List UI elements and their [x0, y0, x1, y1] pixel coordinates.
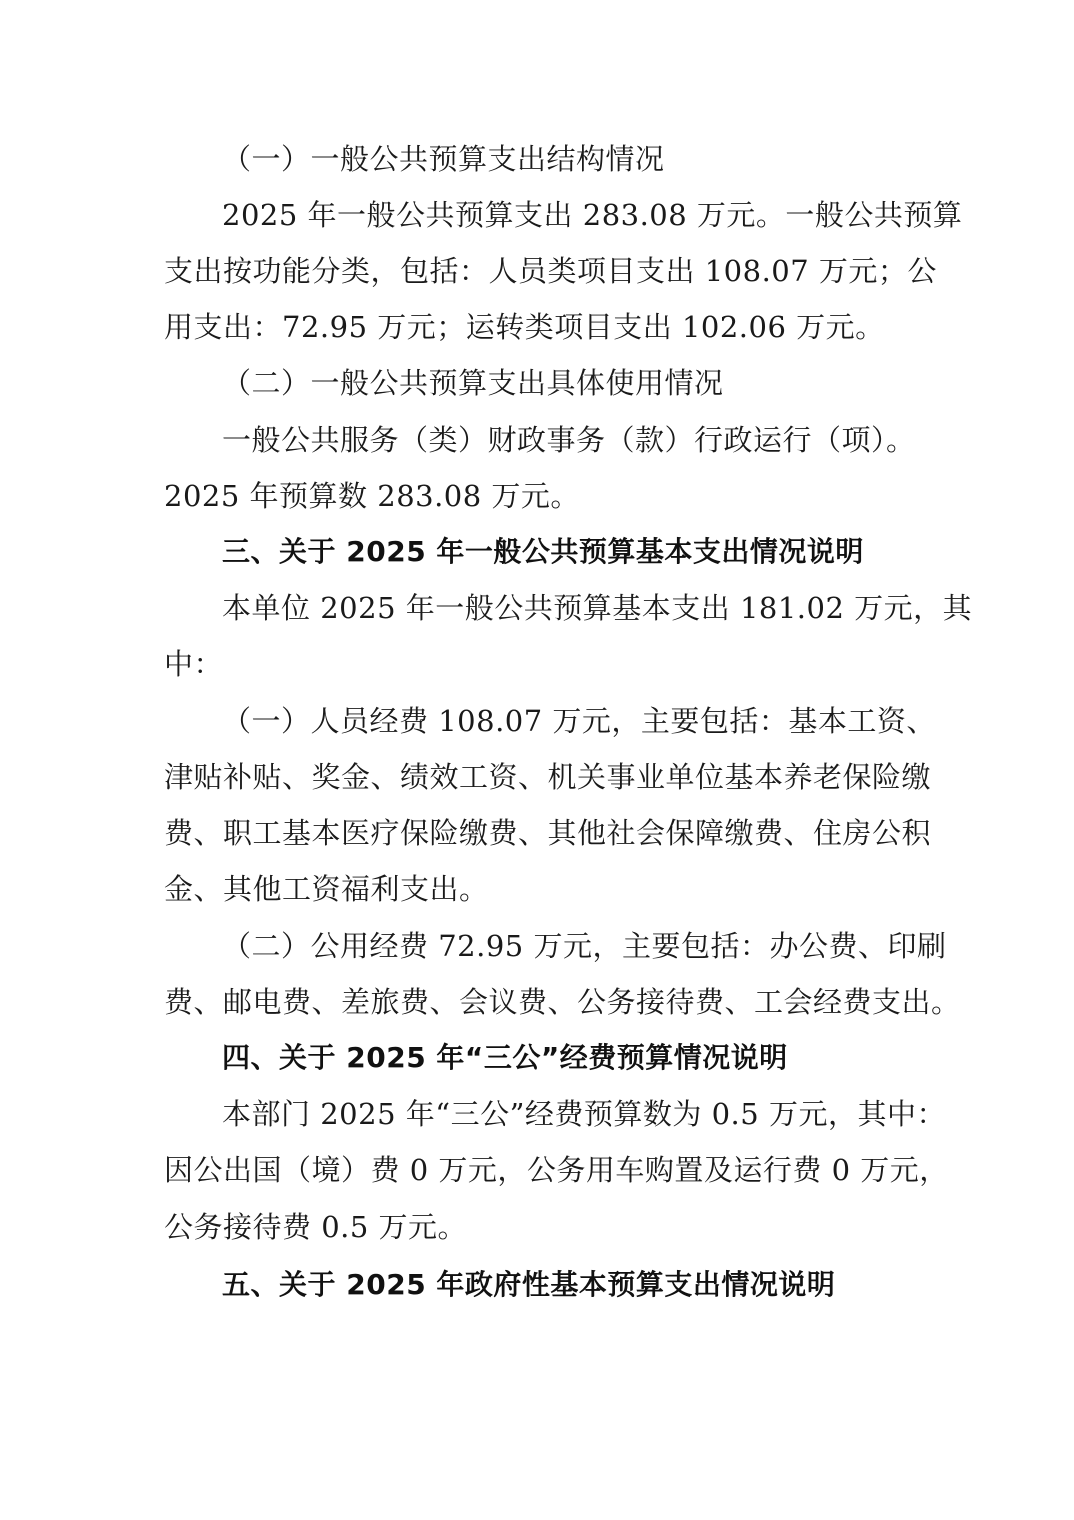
paragraph-line: 用支出：72.95 万元；运转类项目支出 102.06 万元。 — [164, 310, 885, 344]
paragraph-line: 2025 年一般公共预算支出 283.08 万元。一般公共预算 — [222, 198, 963, 232]
subheading-expenditure-structure: （一）一般公共预算支出结构情况 — [222, 142, 665, 176]
section-heading-3: 三、关于 2025 年一般公共预算基本支出情况说明 — [222, 535, 864, 568]
subheading-expenditure-usage: （二）一般公共预算支出具体使用情况 — [222, 366, 724, 400]
paragraph-line: 津贴补贴、奖金、绩效工资、机关事业单位基本养老保险缴 — [164, 760, 932, 794]
paragraph-line: 一般公共服务（类）财政事务（款）行政运行（项）。 — [222, 423, 916, 457]
paragraph-line: 费、邮电费、差旅费、会议费、公务接待费、工会经费支出。 — [164, 985, 961, 1019]
paragraph-line: 公务接待费 0.5 万元。 — [164, 1210, 468, 1244]
paragraph-line: 费、职工基本医疗保险缴费、其他社会保障缴费、住房公积 — [164, 816, 932, 850]
paragraph-line: 金、其他工资福利支出。 — [164, 872, 489, 906]
paragraph-line: 本单位 2025 年一般公共预算基本支出 181.02 万元，其 — [222, 591, 973, 625]
paragraph-line: （一）人员经费 108.07 万元，主要包括：基本工资、 — [222, 704, 936, 738]
paragraph-line: 本部门 2025 年“三公”经费预算数为 0.5 万元，其中： — [222, 1097, 946, 1131]
paragraph-line: （二）公用经费 72.95 万元，主要包括：办公费、印刷 — [222, 929, 947, 963]
paragraph-line: 因公出国（境）费 0 万元，公务用车购置及运行费 0 万元， — [164, 1153, 949, 1187]
paragraph-line: 中： — [164, 647, 224, 681]
section-heading-5: 五、关于 2025 年政府性基本预算支出情况说明 — [222, 1268, 836, 1301]
section-heading-4: 四、关于 2025 年“三公”经费预算情况说明 — [222, 1041, 788, 1074]
paragraph-line: 支出按功能分类，包括：人员类项目支出 108.07 万元；公 — [164, 254, 937, 288]
paragraph-line: 2025 年预算数 283.08 万元。 — [164, 479, 580, 513]
